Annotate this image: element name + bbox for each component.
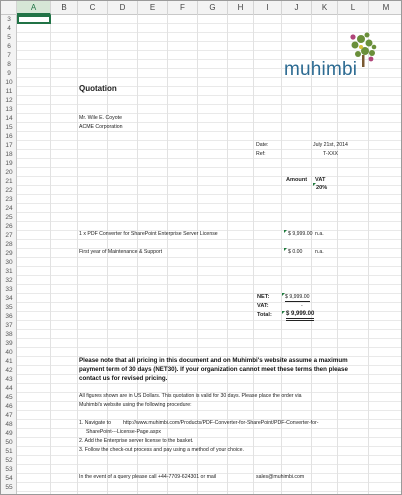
row-header-19[interactable]: 19 <box>5 160 13 167</box>
grid-row-line <box>17 86 402 87</box>
row-header-20[interactable]: 20 <box>5 169 13 176</box>
row-header-32[interactable]: 32 <box>5 277 13 284</box>
grid-row-line <box>17 266 402 267</box>
row-header-42[interactable]: 42 <box>5 367 13 374</box>
row-header-26[interactable]: 26 <box>5 223 13 230</box>
row-header-9[interactable]: 9 <box>7 70 11 77</box>
item2-amount: $ 0.00 <box>288 249 303 255</box>
ref-label: Ref: <box>256 151 266 157</box>
row-header-50[interactable]: 50 <box>5 439 13 446</box>
grid-row-line <box>17 239 402 240</box>
item2-vat: n.a. <box>315 249 324 255</box>
active-cell-a3[interactable] <box>17 15 51 24</box>
column-header-l[interactable]: L <box>338 1 369 15</box>
grid-row-line <box>17 284 402 285</box>
row-header-36[interactable]: 36 <box>5 313 13 320</box>
column-header-f[interactable]: F <box>168 1 198 15</box>
row-header-15[interactable]: 15 <box>5 124 13 131</box>
row-header-33[interactable]: 33 <box>5 286 13 293</box>
step2-text: 2. Add the Enterprise server license to the basket. <box>79 438 194 444</box>
row-header-bar <box>1 15 17 495</box>
select-all-corner[interactable] <box>1 1 17 15</box>
total-label: Total: <box>257 312 272 318</box>
column-header-b[interactable]: B <box>51 1 78 15</box>
row-header-54[interactable]: 54 <box>5 475 13 482</box>
grid-row-line <box>17 401 402 402</box>
row-header-11[interactable]: 11 <box>5 88 13 95</box>
row-header-22[interactable]: 22 <box>5 187 13 194</box>
row-header-51[interactable]: 51 <box>5 448 13 455</box>
grid-row-line <box>17 203 402 204</box>
row-header-43[interactable]: 43 <box>5 376 13 383</box>
grid-row-line <box>17 302 402 303</box>
grid-row-line <box>17 23 402 24</box>
row-header-52[interactable]: 52 <box>5 457 13 464</box>
column-header-j[interactable]: J <box>282 1 312 15</box>
pricing-note-line1: Please note that all pricing in this document and on Muhimbi's website assume a maximum <box>79 357 348 364</box>
row-header-4[interactable]: 4 <box>7 25 11 32</box>
item2-description: First year of Maintenance & Support <box>79 249 163 255</box>
row-header-24[interactable]: 24 <box>5 205 13 212</box>
grid-row-line <box>17 437 402 438</box>
row-header-48[interactable]: 48 <box>5 421 13 428</box>
grid-row-line <box>17 428 402 429</box>
column-header-a[interactable]: A <box>17 1 51 15</box>
item1-vat: n.a. <box>315 231 324 237</box>
step1-url-continued[interactable]: SharePoint---License-Page.aspx <box>86 429 161 435</box>
grid-row-line <box>17 221 402 222</box>
vat-header: VAT <box>315 177 326 183</box>
contact-line: In the event of a query please call +44-7709-624301 or mail <box>79 474 217 480</box>
row-header-34[interactable]: 34 <box>5 295 13 302</box>
grid-row-line <box>17 338 402 339</box>
grid-row-line <box>17 482 402 483</box>
row-header-45[interactable]: 45 <box>5 394 13 401</box>
column-header-m[interactable]: M <box>382 3 390 12</box>
row-header-30[interactable]: 30 <box>5 259 13 266</box>
grid-column-line <box>50 15 51 495</box>
row-header-46[interactable]: 46 <box>5 403 13 410</box>
row-header-17[interactable]: 17 <box>5 142 13 149</box>
grid-row-line <box>17 194 402 195</box>
row-header-38[interactable]: 38 <box>5 331 13 338</box>
row-header-27[interactable]: 27 <box>5 232 13 239</box>
row-header-12[interactable]: 12 <box>5 97 13 104</box>
vat-rate: 20% <box>316 185 328 191</box>
grid-row-line <box>17 383 402 384</box>
grid-row-line <box>17 491 402 492</box>
vat-label: VAT: <box>257 303 269 309</box>
row-header-41[interactable]: 41 <box>5 358 13 365</box>
grid-row-line <box>17 131 402 132</box>
row-header-35[interactable]: 35 <box>5 304 13 311</box>
info-line2: Muhimbi's website using the following procedure: <box>79 402 192 408</box>
column-header-i[interactable]: I <box>254 1 282 15</box>
step1-label: 1. Navigate to <box>79 420 112 426</box>
grid-row-line <box>17 185 402 186</box>
column-header-c[interactable]: C <box>78 1 108 15</box>
error-indicator-icon <box>284 248 287 251</box>
row-header-55[interactable]: 55 <box>5 484 13 491</box>
amount-header: Amount <box>286 177 308 183</box>
ref-value: T-XXX <box>323 151 338 157</box>
row-header-16[interactable]: 16 <box>5 133 13 140</box>
grid-row-line <box>17 257 402 258</box>
row-header-44[interactable]: 44 <box>5 385 13 392</box>
grid-row-line <box>17 104 402 105</box>
column-header-e[interactable]: E <box>138 1 168 15</box>
net-value: $ 9,999.00 <box>285 294 310 300</box>
date-value: July 21st, 2014 <box>313 142 348 148</box>
grid-row-line <box>17 293 402 294</box>
grid-row-line <box>17 347 402 348</box>
grid-row-line <box>17 275 402 276</box>
grid-column-line <box>77 15 78 495</box>
row-header-53[interactable]: 53 <box>5 466 13 473</box>
net-label: NET: <box>257 294 270 300</box>
row-header-31[interactable]: 31 <box>5 268 13 275</box>
row-header-18[interactable]: 18 <box>5 151 13 158</box>
grid-row-line <box>17 113 402 114</box>
row-header-25[interactable]: 25 <box>5 214 13 221</box>
error-indicator-icon <box>282 311 285 314</box>
grid-row-line <box>17 374 402 375</box>
grid-row-line <box>17 464 402 465</box>
grid-row-line <box>17 176 402 177</box>
grid-row-line <box>17 212 402 213</box>
row-header-28[interactable]: 28 <box>5 241 13 248</box>
grid-row-line <box>17 320 402 321</box>
total-value: $ 9,999.00 <box>286 311 314 321</box>
row-header-7[interactable]: 7 <box>7 52 11 59</box>
column-header-d[interactable]: D <box>108 1 138 15</box>
muhimbi-logo-text: muhimbi <box>284 59 358 80</box>
row-header-14[interactable]: 14 <box>5 115 13 122</box>
row-header-3[interactable]: 3 <box>7 16 11 23</box>
quotation-title: Quotation <box>79 84 117 93</box>
contact-email[interactable]: sales@muhimbi.com <box>256 474 305 480</box>
grid-row-line <box>17 167 402 168</box>
pricing-note-line2: payment term of 30 days (NET30). If your organization cannot meet these terms then please <box>79 366 348 373</box>
column-header-g[interactable]: G <box>198 1 228 15</box>
row-header-21[interactable]: 21 <box>5 178 13 185</box>
grid-row-line <box>17 455 402 456</box>
grid-row-line <box>17 248 402 249</box>
grid-column-line <box>337 15 338 495</box>
item1-amount: $ 9,999.00 <box>288 231 313 237</box>
row-header-8[interactable]: 8 <box>7 61 11 68</box>
row-header-23[interactable]: 23 <box>5 196 13 203</box>
vat-value: - <box>301 303 303 309</box>
row-header-5[interactable]: 5 <box>7 34 11 41</box>
row-header-29[interactable]: 29 <box>5 250 13 257</box>
row-header-10[interactable]: 10 <box>5 79 13 86</box>
step1-url[interactable]: http://www.muhimbi.com/Products/PDF-Converter-for-SharePoint/PDF-Converter-for- <box>123 420 319 426</box>
pricing-note-line3: contact us for revised pricing. <box>79 375 168 382</box>
row-header-37[interactable]: 37 <box>5 322 13 329</box>
grid-row-line <box>17 311 402 312</box>
step3-text: 3. Follow the check-out process and pay using a method of your choice. <box>79 447 244 453</box>
info-line1: All figures shown are in US Dollars. This quotation is valid for 30 days. Please place the order via <box>79 393 302 399</box>
date-label: Date: <box>256 142 269 148</box>
grid-column-line <box>368 15 369 495</box>
recipient-name: Mr. Wile E. Coyote <box>79 115 122 121</box>
column-header-h[interactable]: H <box>228 1 254 15</box>
row-header-6[interactable]: 6 <box>7 43 11 50</box>
item1-description: 1 x PDF Converter for SharePoint Enterprise Server License <box>79 231 218 237</box>
grid-row-line <box>17 410 402 411</box>
row-header-47[interactable]: 47 <box>5 412 13 419</box>
grid-row-line <box>17 122 402 123</box>
row-header-40[interactable]: 40 <box>5 349 13 356</box>
recipient-company: ACME Corporation <box>79 124 123 130</box>
row-header-13[interactable]: 13 <box>5 106 13 113</box>
column-header-bar <box>1 1 402 15</box>
error-indicator-icon <box>284 230 287 233</box>
row-header-39[interactable]: 39 <box>5 340 13 347</box>
row-header-49[interactable]: 49 <box>5 430 13 437</box>
column-header-k[interactable]: K <box>312 1 338 15</box>
grid-row-line <box>17 158 402 159</box>
grid-row-line <box>17 95 402 96</box>
grid-row-line <box>17 329 402 330</box>
